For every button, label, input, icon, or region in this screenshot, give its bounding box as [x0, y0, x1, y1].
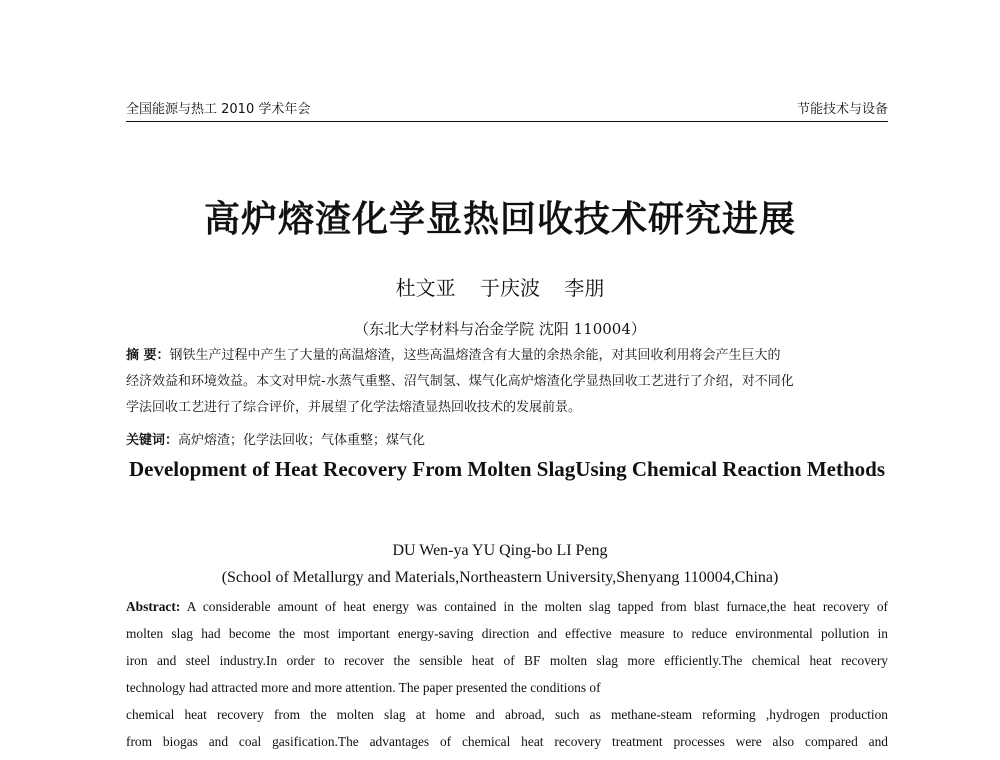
en-authors: DU Wen-ya YU Qing-bo LI Peng — [392, 542, 608, 559]
en-abstract-line: iron and steel industry.In order to recover the sensible heat of BF molten slag more efficiently.The chemical heat recovery — [126, 653, 888, 668]
cn-keywords-label: 关键词： — [126, 433, 179, 448]
cn-abstract-line: 经济效益和环境效益。本文对甲烷-水蒸气重整、沼气制氢、煤气化高炉熔渣化学显热回收工艺进行了介绍，对不同化 — [126, 374, 794, 389]
en-abstract-label: Abstract: — [126, 599, 181, 614]
en-abstract-line: molten slag had become the most important energy-saving direction and effective measure to reduce environmental pollution in — [126, 626, 888, 641]
cn-title: 高炉熔渣化学显热回收技术研究进展 — [203, 198, 796, 240]
cn-abstract-label: 摘 要： — [126, 348, 170, 363]
cn-abstract-line: 摘 要：钢铁生产过程中产生了大量的高温熔渣，这些高温熔渣含有大量的余热余能，对其回收利用将会产生巨大的 — [126, 348, 781, 363]
en-abstract-line: chemical heat recovery from the molten slag at home and abroad, such as methane-steam reforming ,hydrogen production — [126, 707, 888, 722]
en-abstract-line: Abstract: A considerable amount of heat energy was contained in the molten slag tapped from blast furnace,the heat recovery of — [126, 599, 889, 614]
en-affiliation: (School of Metallurgy and Materials,Northeastern University,Shenyang 110004,China) — [221, 569, 779, 586]
cn-affiliation: （东北大学材料与冶金学院 沈阳 110004） — [354, 320, 646, 338]
cn-authors: 杜文亚 于庆波 李朋 — [395, 276, 605, 300]
cn-keywords — [126, 428, 888, 454]
cn-keywords-text: 高炉熔渣；化学法回收；气体重整；煤气化 — [178, 433, 426, 448]
en-abstract-line: technology had attracted more and more attention. The paper presented the conditions of — [126, 680, 601, 695]
running-header — [126, 101, 888, 122]
en-abstract — [126, 595, 888, 757]
cn-abstract — [126, 343, 888, 421]
header-section: 节能技术与设备 — [796, 102, 888, 117]
header-conference: 全国能源与热工 2010 学术年会 — [126, 102, 311, 117]
en-abstract-line: from biogas and coal gasification.The advantages of chemical heat recovery treatment processes were also compared and — [126, 734, 888, 749]
cn-abstract-line: 学法回收工艺进行了综合评价，并展望了化学法熔渣显热回收技术的发展前景。 — [126, 400, 582, 415]
en-title: Development of Heat Recovery From Molten SlagUsing Chemical Reaction Methods — [128, 457, 886, 481]
